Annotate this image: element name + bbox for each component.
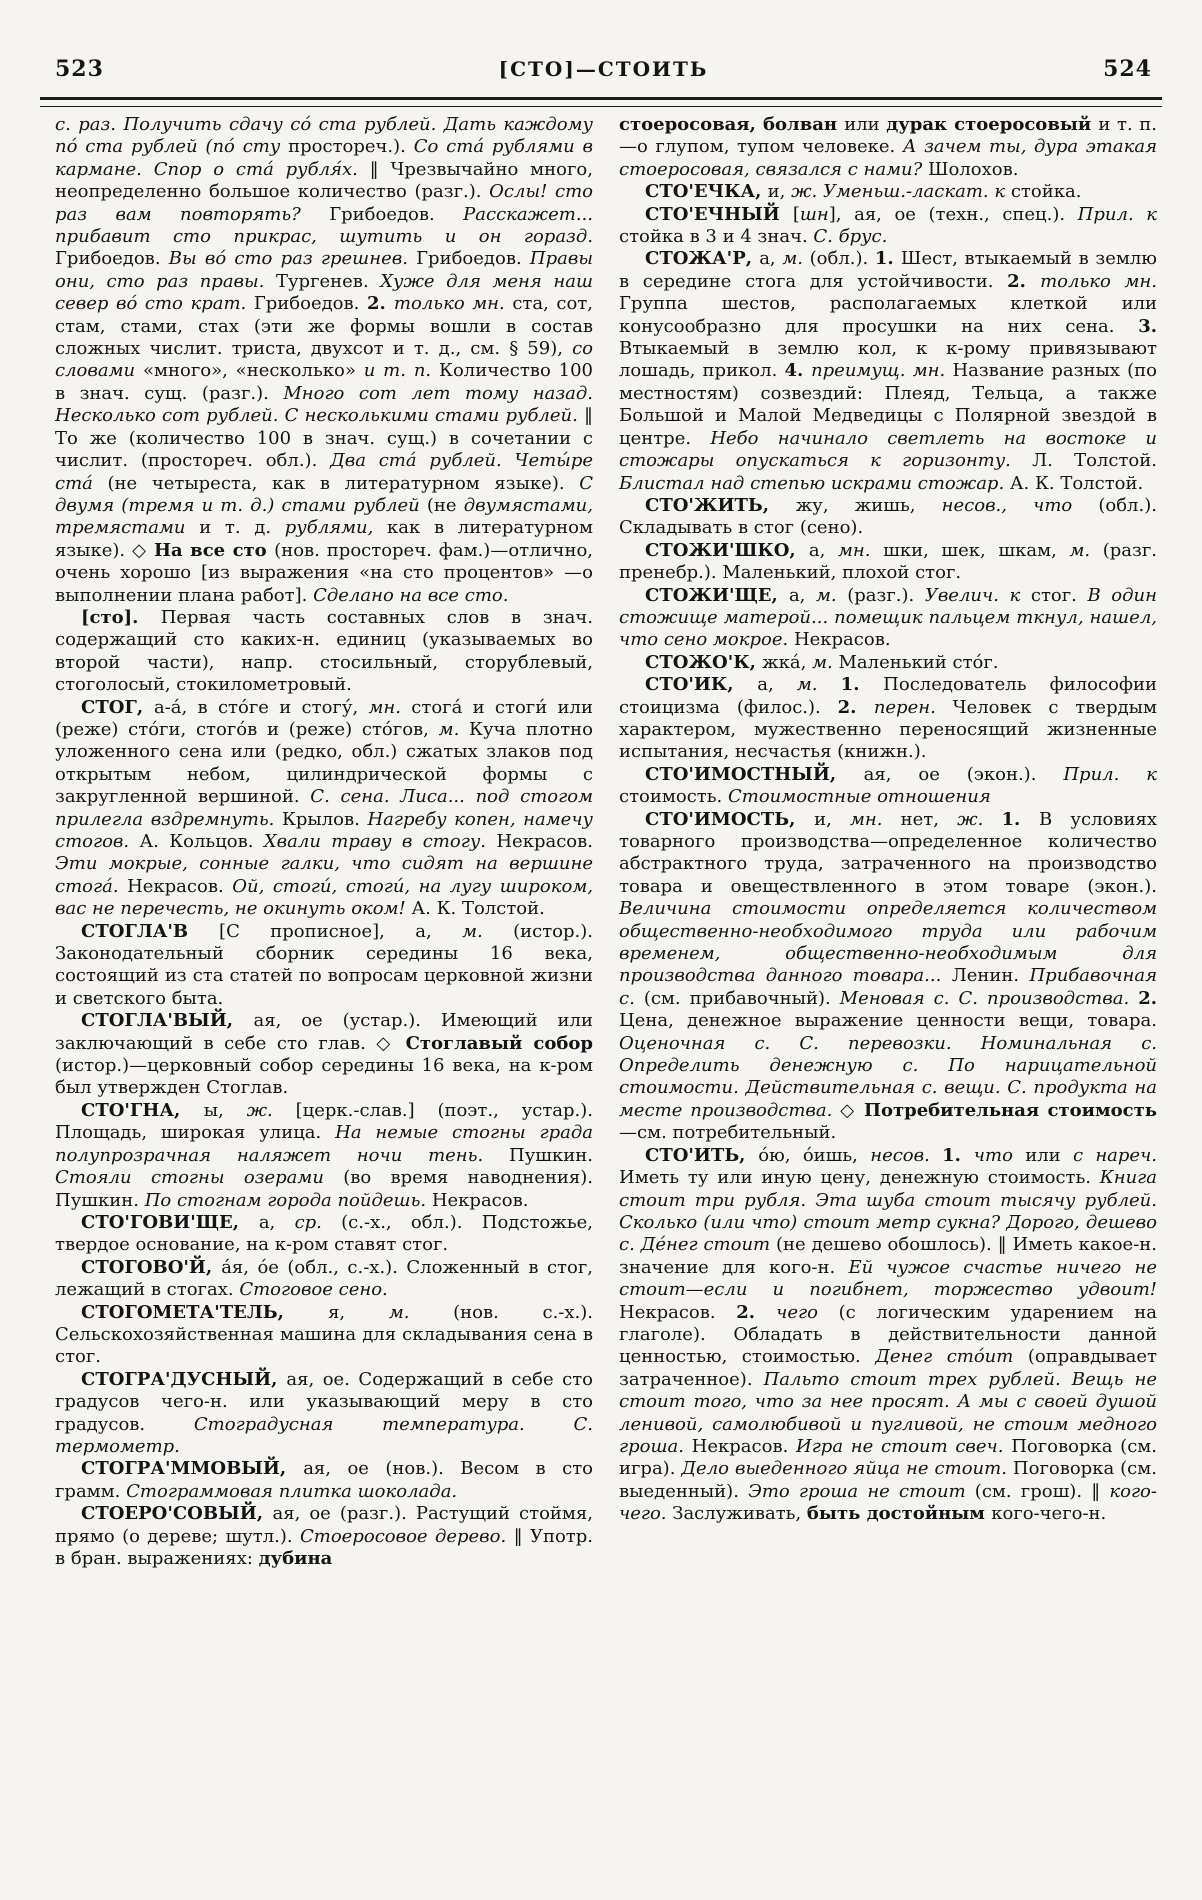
text-run: и т. д. xyxy=(199,517,285,539)
text-run: ая, ое (устар.). Имеющий или заключающий в себе сто глав. ◇ xyxy=(55,1010,593,1054)
text-run: Денег сто́ит xyxy=(875,1346,1028,1368)
text-run: Ей чужое счастье ничего не стоит—если и погибнет, торжество удвоит! xyxy=(619,1256,1157,1301)
text-run: (с.-х., обл.). Подстожье, твердое основание, на к-ром ставят стог. xyxy=(55,1211,593,1256)
text-run: —см. потребительный. xyxy=(619,1122,837,1144)
text-run: СТОЖО'К, xyxy=(645,651,763,673)
text-run: 2. xyxy=(366,293,394,315)
text-run: Грибоедов. xyxy=(416,248,530,270)
entry-stoerosovyj xyxy=(55,1503,593,1570)
text-run: ж. Уменьш.-ласкат. к xyxy=(791,181,1011,203)
entry-stogna xyxy=(55,1100,593,1212)
text-run: ж. xyxy=(957,808,1002,830)
text-run: Некрасов. xyxy=(496,831,593,852)
text-run: А. Кольцов. xyxy=(139,831,264,852)
text-run: Поговорка (см. выеденный). xyxy=(619,1458,1157,1502)
text-run: нет, xyxy=(900,808,958,830)
text-run: Увелич. к xyxy=(924,584,1031,606)
text-run: перен. xyxy=(873,696,953,718)
text-run: СТО'ЖИТЬ, xyxy=(645,494,796,516)
text-run: ста, сот, стам, стами, стах (эти же формы вошли в состав сложных числит. триста, двухсот и т. д., см. § 59), xyxy=(55,293,594,360)
text-run: ая, ое (нов.). Весом в сто грамм. xyxy=(55,1458,594,1502)
text-run: Цена, денежное выражение ценности вещи, товара. xyxy=(619,1010,1157,1032)
text-run: Некрасов. xyxy=(793,629,891,651)
text-run: Книга стоит три рубля. Эта шуба стоит тысячу рублей. Сколько (или что) стоит метр сукна? Дорого, дешево с. Де́нег стоит xyxy=(619,1167,1157,1256)
text-run: (оправдывает затраченное). xyxy=(619,1346,1157,1390)
text-run: преимущ. мн. xyxy=(811,360,953,382)
text-run: Стоглавый собор xyxy=(405,1032,593,1054)
text-run: С. сена. Лиса... под стогом прилегла вздремнуть. xyxy=(55,786,593,830)
text-run: а, xyxy=(759,248,783,270)
text-run: 2. xyxy=(837,696,874,718)
text-run: (не дешево обошлось). ‖ Иметь какое-н. значение для кого-н. xyxy=(619,1234,1157,1278)
text-run: Стояли стогны озерами xyxy=(55,1167,344,1189)
text-run: 1. xyxy=(840,674,884,696)
entry-stog xyxy=(55,697,593,921)
text-run: несов., что xyxy=(941,494,1099,516)
text-run: СТО'ИТЬ, xyxy=(645,1144,759,1166)
text-run: Заслуживать, xyxy=(672,1503,807,1525)
text-run: (во время наводнения). Пушкин. xyxy=(55,1167,593,1211)
text-run: «много», «несколько» xyxy=(142,360,364,382)
text-run: 1. xyxy=(942,1144,974,1166)
text-run: (разг.). xyxy=(847,584,925,606)
text-run: Много сот лет тому назад. Несколько сот рублей. С несколькими стами рублей. xyxy=(55,382,593,427)
text-run: (не четыреста, как в литературном языке). xyxy=(107,472,580,494)
text-run: СТОГЛА'ВЫЙ, xyxy=(81,1010,254,1032)
text-run: мн. xyxy=(837,539,884,561)
text-run: Сделано на все сто. xyxy=(313,584,509,606)
text-run: 2. xyxy=(736,1301,777,1323)
text-run: 1. xyxy=(1001,808,1040,830)
text-run: м. xyxy=(796,674,841,696)
text-run: Количество 100 в знач. сущ. (разг.). xyxy=(55,360,593,404)
entry-stozhit xyxy=(619,495,1157,540)
text-run: С. брус. xyxy=(813,226,888,248)
text-run: м. xyxy=(815,584,848,606)
text-run: Два ста́ рублей. Четы́ре ста́ xyxy=(55,450,593,494)
right-page-number: 524 xyxy=(1103,56,1152,82)
text-columns xyxy=(55,114,1157,1570)
text-run: Ленин. xyxy=(951,965,1030,987)
text-run: Пушкин. xyxy=(509,1144,593,1166)
text-run: ‖ Употр. в бран. выражениях: xyxy=(55,1525,594,1569)
entry-stoglav xyxy=(55,921,593,1011)
text-run: 1. xyxy=(874,248,901,270)
entry-stozhishche xyxy=(619,585,1157,652)
text-run: Последователь философии стоицизма (филос.). xyxy=(619,674,1157,718)
text-run: со словами xyxy=(55,338,593,382)
text-run: и, xyxy=(767,181,792,203)
entry-stogovoj xyxy=(55,1257,593,1302)
text-run: м. xyxy=(438,718,470,740)
text-run: стойка. xyxy=(1010,181,1082,203)
text-run: а, xyxy=(788,584,816,606)
text-run: дубина xyxy=(258,1548,333,1569)
text-run: 2. xyxy=(1138,987,1157,1009)
entry-stoglavyj xyxy=(55,1010,593,1100)
text-run: Прил. к xyxy=(1063,763,1158,785)
entry-stoechka xyxy=(619,181,1157,203)
text-run: дурак стоеросовый xyxy=(886,114,1099,135)
text-run: На все сто xyxy=(154,539,275,561)
left-page-number: 523 xyxy=(55,56,104,82)
text-run: Стоеросовое дерево. xyxy=(300,1525,514,1547)
text-run: СТО'ИМОСТНЫЙ, xyxy=(645,763,864,785)
text-run: Потребительная стоимость xyxy=(863,1099,1157,1121)
entry-sto-prefix xyxy=(55,607,593,697)
text-run: Грибоедов. xyxy=(253,293,367,315)
text-run: А зачем ты, дура этакая стоеросовая, связался с нами? xyxy=(619,136,1157,180)
text-run: СТО'ЕЧКА, xyxy=(645,181,768,203)
text-run: Правы они, сто раз правы. xyxy=(55,248,593,292)
text-run: Оценочная с. С. перевозки. Номинальная с. Определить денежную с. По нарицательной стоимости. Действительная с. вещи. С. продукта на месте производства. xyxy=(619,1032,1157,1121)
entry-stozhishko xyxy=(619,540,1157,585)
text-run: Иметь ту или иную цену, денежную стоимость. xyxy=(619,1167,1100,1189)
text-run: и, xyxy=(814,808,850,830)
entry-stogovishche xyxy=(55,1212,593,1257)
text-run: ‖ Чрезвычайно много, неопределенно большое количество (разг.). xyxy=(55,158,593,203)
text-run: или xyxy=(844,114,887,135)
text-run: В один стожище матерой... помещик пальцем ткнул, нашел, что сено мокрое. xyxy=(619,584,1157,651)
text-run: ая, ое (экон.). xyxy=(863,763,1064,785)
text-run: Стоговое сено. xyxy=(239,1279,388,1301)
text-run: 4. xyxy=(784,360,812,382)
text-run: м. xyxy=(462,920,514,942)
text-run: Название разных (по местностям) созвездий: Плеяд, Тельца, а также Большой и Малой Медведицы с Полярной звездой в центре. xyxy=(619,360,1158,449)
text-run: Блистал над степью искрами стожар. xyxy=(619,472,1010,494)
text-run: Куча плотно уложенного сена или (редко, обл.) сжатых злаков под открытым небом, цилиндрической формы с закругленной вершиной. xyxy=(55,718,593,808)
text-run: Втыкаемый в землю кол, к к-рому привязывают лошадь, прикол. xyxy=(619,338,1157,382)
text-run: а́я, о́е (обл., с.-х.). Сложенный в стог, лежащий в стогах. xyxy=(55,1256,593,1301)
text-run: только мн. xyxy=(393,293,513,315)
text-run: СТОЕРО'СОВЫЙ, xyxy=(81,1503,273,1525)
text-run: Некрасов. xyxy=(127,875,233,897)
text-run: ж. xyxy=(246,1099,296,1121)
entry-stogradusnyj xyxy=(55,1369,593,1459)
text-run: ы, xyxy=(203,1099,247,1121)
text-run: ая, ое. Содержащий в себе сто градусов чего-н. или указывающий меру в сто градусов. xyxy=(55,1368,593,1435)
entry-stoimostnyj xyxy=(619,764,1157,809)
text-run: (нов. простореч. фам.)—отлично, очень хорошо [из выражения «на сто процентов» —о выполнении плана работ]. xyxy=(55,539,594,606)
text-run: или xyxy=(1025,1144,1073,1166)
text-run: Грибоедов. xyxy=(55,248,169,270)
text-run: СТО'ИМОСТЬ, xyxy=(645,808,815,830)
text-run: (не xyxy=(426,494,464,516)
text-run: Хвали траву в стогу. xyxy=(263,831,497,852)
text-run: кого-чего-н. xyxy=(991,1503,1107,1525)
text-run: СТОГОМЕТА'ТЕЛЬ, xyxy=(81,1301,329,1323)
text-run: (истор.)—церковный собор середины 16 века, на к-ром был утвержден Стоглав. xyxy=(55,1055,593,1099)
text-run: стоеросовая, болван xyxy=(619,114,845,135)
text-run: Ой, стоги́, стоги́, на лугу широком, вас не перечесть, не окинуть оком! xyxy=(55,875,593,920)
text-run: Стограммовая плитка шоколада. xyxy=(126,1480,458,1502)
text-run: СТОГРА'ДУСНЫЙ, xyxy=(81,1368,287,1390)
text-run: ◇ xyxy=(840,1099,864,1121)
text-run: чего xyxy=(776,1301,839,1323)
text-run: с нареч. xyxy=(1072,1144,1158,1166)
text-run: Прибавочная с. xyxy=(619,965,1158,1009)
text-run: (обл.). Складывать в стог (сено). xyxy=(619,494,1157,539)
entry-stozhok xyxy=(619,652,1157,674)
text-run: и т. п. xyxy=(363,360,440,382)
text-run: Пальто стоит трех рублей. Вещь не стоит того, что за нее просят. А мы с своей душой ленивой, самолюбивой и пугливой, не стоим медного гроша. xyxy=(619,1368,1157,1457)
text-run: о́ю, о́ишь, xyxy=(758,1144,871,1166)
text-run: (нов. с.-х.). Сельскохозяйственная машина для складывания сена в стог. xyxy=(55,1301,593,1368)
text-run: Маленький сто́г. xyxy=(838,651,999,673)
text-run: С двумя (тремя и т. д.) стами рублей xyxy=(55,472,593,516)
text-run: [ xyxy=(792,203,800,225)
text-run: я, xyxy=(328,1301,389,1323)
entry-stozhar xyxy=(619,248,1157,494)
text-run: кого-чего. xyxy=(619,1480,1157,1525)
text-run: Дело выеденного яйца не стоит. xyxy=(681,1458,1013,1480)
running-head xyxy=(55,56,1152,82)
text-run: По стогнам города пойдешь. xyxy=(144,1189,432,1211)
entry-stoerosovyj-continuation xyxy=(619,114,1157,181)
text-run: Некрасов. xyxy=(431,1189,529,1211)
text-run: Л. Толстой. xyxy=(1032,450,1157,472)
text-run: а, xyxy=(258,1211,295,1233)
text-run: мн. xyxy=(368,696,412,718)
text-run: Тургенев. xyxy=(275,270,381,292)
text-run: СТОГ, xyxy=(81,696,154,718)
text-run: м. xyxy=(782,248,810,270)
text-run: СТОЖА'Р, xyxy=(645,248,760,270)
entry-stoik xyxy=(619,674,1157,764)
text-run: Человек с твердым характером, мужественно переносящий жизненные испытания, несчастья (книжн.). xyxy=(619,696,1157,763)
page-header-title: [СТО]—СТОИТЬ xyxy=(498,57,709,81)
text-run: Со ста́ рублями в кармане. Спор о ста́ рубля́х. xyxy=(55,136,594,180)
text-run: На немые стогны града полупрозрачная наляжет ночи тень. xyxy=(55,1122,593,1166)
entry-stoechnyj xyxy=(619,204,1157,249)
text-run: несов. xyxy=(870,1144,943,1166)
text-run: стог. xyxy=(1030,584,1088,606)
text-run: жка́, xyxy=(762,651,813,673)
text-run: [сто]. xyxy=(81,606,161,628)
text-run: (истор.). Законодательный сборник середины 16 века, состоящий из ста статей по вопросам церковной жизни и светского быта. xyxy=(55,920,593,1009)
text-run: а, xyxy=(808,539,838,561)
text-run: а-а́, в сто́ге и стогу́, xyxy=(153,696,369,718)
text-run: ая, ое (разг.). Растущий стоймя, прямо (о дереве; шутл.). xyxy=(55,1503,593,1547)
text-run: СТОЖИ'ШКО, xyxy=(645,539,809,561)
text-run: Величина стоимости определяется количеством общественно-необходимого труда или рабочим временем, общественно-необходимым для производства данного товара... xyxy=(619,898,1157,987)
text-run: Вы во́ сто раз грешнев. xyxy=(168,248,417,270)
text-run: м. xyxy=(812,651,839,673)
text-run: Группа шестов, располагаемых клеткой или конусообразно для просушки на них сена. xyxy=(619,293,1157,337)
text-run: Ослы! сто раз вам повторять? xyxy=(55,181,593,225)
text-run: Первая часть составных слов в знач. содержащий сто каких-н. единиц (указываемых во второй части), напр. стосильный, сторублевый, стоголосый, стокилометровый. xyxy=(55,606,593,696)
text-run: СТО'ИК, xyxy=(645,674,758,696)
text-run: СТОГРА'ММОВЫЙ, xyxy=(81,1458,304,1480)
text-run: Стоградусная температура. С. термометр. xyxy=(55,1413,593,1457)
text-run: Это гроша не стоит xyxy=(748,1480,975,1502)
text-run: с. раз. Получить сдачу со́ ста рублей. Дать каждому по́ ста рублей (по́ сту xyxy=(55,114,593,158)
text-run: Эти мокрые, сонные галки, что сидят на вершине стога́. xyxy=(55,853,593,897)
text-run: как в литературном языке). ◇ xyxy=(55,517,593,561)
text-run: м. xyxy=(1069,539,1103,561)
text-run: Шест, втыкаемый в землю в середине стога для устойчивости. xyxy=(619,248,1157,292)
text-run: мн. xyxy=(849,808,901,830)
text-run: только мн. xyxy=(1040,270,1157,292)
text-run: СТОГЛА'В xyxy=(81,920,220,942)
text-run: ср. xyxy=(294,1211,342,1233)
text-run: Прил. к xyxy=(1077,203,1157,225)
text-run: (см. грош). ‖ xyxy=(974,1480,1110,1502)
entry-stogometatel xyxy=(55,1302,593,1369)
text-run: Крылов. xyxy=(281,808,368,830)
text-run: СТО'ГОВИ'ЩЕ, xyxy=(81,1211,259,1233)
text-run: ], ая, ое (техн., спец.). xyxy=(828,203,1078,225)
text-run: шки, шек, шкам, xyxy=(883,539,1070,561)
entry-stoit xyxy=(619,1145,1157,1526)
text-run: Расскажет... прибавит сто прикрас, шутить и он горазд. xyxy=(55,203,593,248)
entry-stoimost xyxy=(619,809,1157,1145)
header-divider-rule xyxy=(40,97,1162,107)
text-run: СТОГОВО'Й, xyxy=(81,1256,222,1278)
text-run: Хуже для меня наш север во́ сто крат. xyxy=(55,270,593,315)
text-run: Небо начинало светлеть на востоке и стожары опускаться к горизонту. xyxy=(619,427,1157,472)
text-run: (обл.). xyxy=(809,248,875,270)
text-run: Меновая с. С. производства. xyxy=(839,987,1139,1009)
text-run: Шолохов. xyxy=(927,158,1019,180)
text-run: рублями, xyxy=(284,517,388,539)
text-run: ‖ То же (количество 100 в знач. сущ.) в сочетании с числит. (простореч. обл.). xyxy=(55,405,593,472)
text-run: Некрасов. xyxy=(619,1301,737,1323)
entry-stogrammovyj xyxy=(55,1458,593,1503)
text-run: 3. xyxy=(1138,315,1157,337)
text-run: Нагребу копен, намечу стогов. xyxy=(55,808,593,852)
text-run: двумястами, тремястами xyxy=(55,494,593,539)
text-run: шн xyxy=(799,203,829,225)
text-run: стоимость. xyxy=(619,786,728,808)
text-run: Игра не стоит свеч. xyxy=(796,1435,1012,1457)
text-run: простореч.). xyxy=(288,136,414,158)
text-run: жу, жишь, xyxy=(795,494,942,516)
entry-sto-continuation xyxy=(55,114,593,607)
text-run: СТОЖИ'ЩЕ, xyxy=(645,584,789,606)
text-run: стога́ и стоги́ или (реже) сто́ги, стого́в и (реже) сто́гов, xyxy=(55,696,593,740)
text-run: что xyxy=(973,1144,1026,1166)
text-run: А. К. Толстой. xyxy=(1009,472,1144,494)
text-run: Грибоедов. xyxy=(329,203,464,225)
text-run: стойка в 3 и 4 знач. xyxy=(619,226,814,248)
text-run: быть достойным xyxy=(806,1503,992,1525)
text-run: (разг. пренебр.). Маленький, плохой стог. xyxy=(619,539,1158,584)
text-run: (с логическим ударением на глаголе). Обладать в действительности данной ценностью, стоимостью. xyxy=(619,1301,1157,1368)
text-run: и т. п.—о глупом, тупом человеке. xyxy=(619,114,1157,158)
text-run: В условиях товарного производства—определенное количество абстрактного труда, затраченного на производство товара и овеществленного в этом товаре (экон.). xyxy=(619,808,1157,897)
text-run: Некрасов. xyxy=(691,1435,797,1457)
left-column xyxy=(55,114,593,1570)
text-run: А. К. Толстой. xyxy=(411,898,545,920)
text-run: а, xyxy=(757,674,797,696)
text-run: Поговорка (см. игра). xyxy=(619,1435,1157,1480)
text-run: м. xyxy=(388,1301,454,1323)
text-run: Стоимостные отношения xyxy=(728,786,991,808)
text-run: [церк.-слав.] (поэт., устар.). Площадь, широкая улица. xyxy=(55,1099,593,1144)
text-run: [С прописное], а, xyxy=(219,920,463,942)
text-run: СТО'ЕЧНЫЙ xyxy=(645,203,793,225)
right-column xyxy=(619,114,1157,1570)
text-run: 2. xyxy=(1007,270,1041,292)
text-run: СТО'ГНА, xyxy=(81,1099,204,1121)
text-run: (см. прибавочный). xyxy=(643,987,840,1009)
